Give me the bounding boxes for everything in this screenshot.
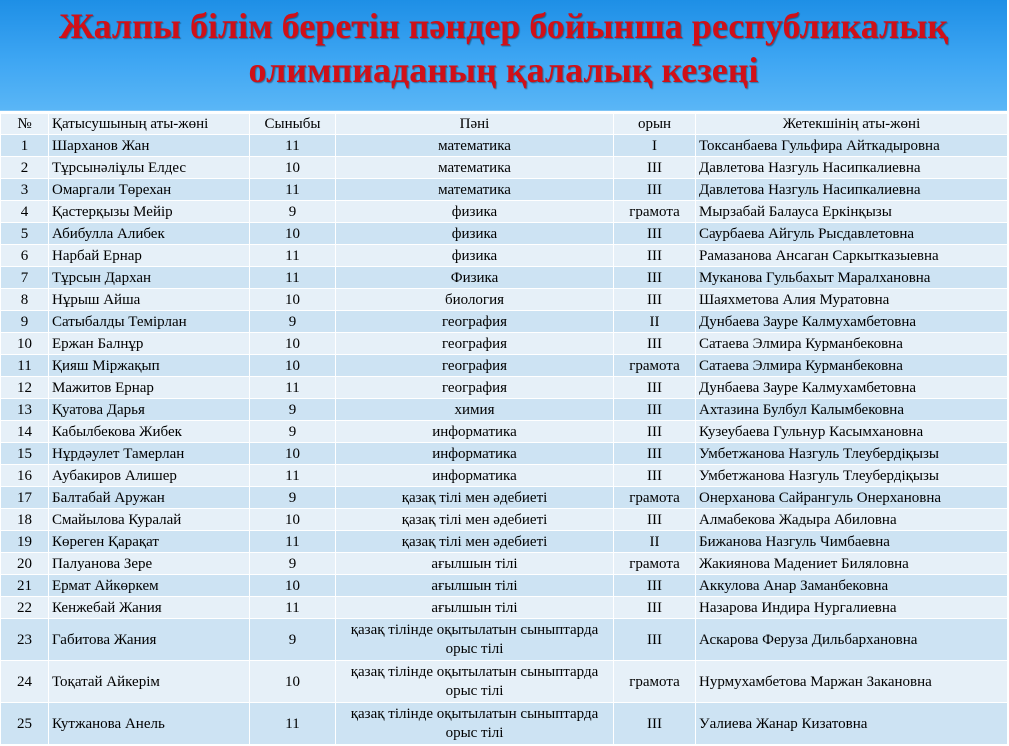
cell-place: III [614,421,696,443]
cell-place: I [614,135,696,157]
cell-subject: информатика [336,443,614,465]
cell-grade: 10 [250,157,336,179]
cell-row-number: 25 [1,703,49,745]
cell-subject: ағылшын тілі [336,553,614,575]
cell-grade: 9 [250,487,336,509]
cell-row-number: 20 [1,553,49,575]
cell-subject: қазақ тілінде оқытылатын сыныптарда орыс тілі [336,661,614,703]
table-row [1,487,1008,509]
cell-subject: қазақ тілі мен әдебиеті [336,487,614,509]
cell-subject: химия [336,399,614,421]
cell-subject: математика [336,179,614,201]
cell-place: III [614,509,696,531]
cell-row-number: 12 [1,377,49,399]
cell-subject: ағылшын тілі [336,597,614,619]
cell-row-number: 10 [1,333,49,355]
cell-subject: физика [336,245,614,267]
table-row [1,399,1008,421]
cell-subject: математика [336,157,614,179]
table-body [1,135,1008,745]
table-row [1,333,1008,355]
cell-teacher-name: Давлетова Назгуль Насипкалиевна [696,157,1008,179]
cell-place: III [614,399,696,421]
table-row [1,377,1008,399]
cell-row-number: 17 [1,487,49,509]
table-row [1,661,1008,703]
cell-grade: 9 [250,201,336,223]
cell-participant-name: Аубакиров Алишер [49,465,250,487]
cell-teacher-name: Рамазанова Ансаган Саркытказыевна [696,245,1008,267]
table-row [1,465,1008,487]
cell-grade: 11 [250,135,336,157]
cell-row-number: 7 [1,267,49,289]
cell-place: III [614,245,696,267]
cell-place: грамота [614,487,696,509]
cell-grade: 11 [250,245,336,267]
cell-teacher-name: Умбетжанова Назгуль Тлеубердiқызы [696,465,1008,487]
table-header-row [1,114,1008,135]
cell-place: II [614,531,696,553]
cell-row-number: 2 [1,157,49,179]
cell-subject: биология [336,289,614,311]
cell-place: III [614,465,696,487]
cell-row-number: 11 [1,355,49,377]
cell-participant-name: Нұрыш Айша [49,289,250,311]
cell-place: II [614,311,696,333]
title-line-2: олимпиаданың қалалық кезеңі [248,50,759,90]
cell-grade: 10 [250,223,336,245]
cell-grade: 9 [250,399,336,421]
table-row [1,421,1008,443]
table-row [1,289,1008,311]
column-header-participant: Қатысушының аты-жөні [49,114,250,135]
cell-place: III [614,575,696,597]
title-banner [0,0,1007,111]
cell-row-number: 6 [1,245,49,267]
cell-grade: 10 [250,575,336,597]
table-row [1,267,1008,289]
table-row [1,703,1008,745]
cell-teacher-name: Шаяхметова Алия Муратовна [696,289,1008,311]
cell-teacher-name: Муканова Гульбахыт Маралхановна [696,267,1008,289]
cell-place: III [614,703,696,745]
cell-grade: 11 [250,531,336,553]
cell-row-number: 23 [1,619,49,661]
column-header-subject: Пәні [336,114,614,135]
title-line-1: Жалпы білім беретін пәндер бойынша республикалық [58,6,949,46]
cell-grade: 9 [250,619,336,661]
cell-place: грамота [614,553,696,575]
cell-participant-name: Қуатова Дарья [49,399,250,421]
cell-row-number: 3 [1,179,49,201]
table-row [1,619,1008,661]
table-row [1,553,1008,575]
cell-grade: 11 [250,465,336,487]
cell-teacher-name: Кузеубаева Гульнур Касымхановна [696,421,1008,443]
cell-subject: ағылшын тілі [336,575,614,597]
cell-teacher-name: Токсанбаева Гульфира Айткадыровна [696,135,1008,157]
cell-participant-name: Қастерқызы Мейір [49,201,250,223]
cell-place: III [614,157,696,179]
cell-participant-name: Балтабай Аружан [49,487,250,509]
cell-grade: 11 [250,267,336,289]
cell-grade: 10 [250,443,336,465]
table-row [1,575,1008,597]
cell-participant-name: Кенжебай Жания [49,597,250,619]
results-table [0,113,1008,745]
table-row [1,597,1008,619]
cell-place: III [614,223,696,245]
cell-row-number: 15 [1,443,49,465]
cell-place: III [614,179,696,201]
table-row [1,135,1008,157]
column-header-number: № [1,114,49,135]
table-row [1,531,1008,553]
cell-participant-name: Қияш Міржақып [49,355,250,377]
cell-subject: қазақ тілі мен әдебиеті [336,509,614,531]
cell-participant-name: Мажитов Ернар [49,377,250,399]
table-row [1,355,1008,377]
cell-row-number: 16 [1,465,49,487]
cell-row-number: 1 [1,135,49,157]
cell-place: грамота [614,201,696,223]
cell-teacher-name: Дунбаева Зауре Калмухамбетовна [696,311,1008,333]
cell-participant-name: Сатыбалды Темірлан [49,311,250,333]
cell-teacher-name: Назарова Индира Нургалиевна [696,597,1008,619]
cell-row-number: 18 [1,509,49,531]
cell-subject: информатика [336,421,614,443]
cell-participant-name: Тұрсын Дархан [49,267,250,289]
column-header-teacher: Жетекшінің аты-жөні [696,114,1008,135]
cell-row-number: 5 [1,223,49,245]
cell-row-number: 21 [1,575,49,597]
cell-participant-name: Тоқатай Айкерім [49,661,250,703]
cell-grade: 9 [250,421,336,443]
cell-place: III [614,619,696,661]
cell-participant-name: Тұрсынәліұлы Елдес [49,157,250,179]
cell-subject: қазақ тілінде оқытылатын сыныптарда орыс тілі [336,703,614,745]
cell-subject: география [336,377,614,399]
cell-teacher-name: Аккулова Анар Заманбековна [696,575,1008,597]
cell-teacher-name: Сатаева Элмира Курманбековна [696,333,1008,355]
cell-participant-name: Нарбай Ернар [49,245,250,267]
cell-place: грамота [614,355,696,377]
cell-participant-name: Кутжанова Анель [49,703,250,745]
cell-participant-name: Нұрдәулет Тамерлан [49,443,250,465]
table-row [1,509,1008,531]
cell-teacher-name: Умбетжанова Назгуль Тлеубердiқызы [696,443,1008,465]
cell-teacher-name: Дунбаева Зауре Калмухамбетовна [696,377,1008,399]
column-header-place: орын [614,114,696,135]
cell-grade: 10 [250,333,336,355]
table-row [1,201,1008,223]
cell-place: грамота [614,661,696,703]
cell-grade: 10 [250,509,336,531]
cell-row-number: 24 [1,661,49,703]
cell-participant-name: Шарханов Жан [49,135,250,157]
cell-teacher-name: Сатаева Элмира Курманбековна [696,355,1008,377]
cell-row-number: 22 [1,597,49,619]
cell-participant-name: Смайылова Куралай [49,509,250,531]
cell-place: III [614,377,696,399]
cell-subject: қазақ тілі мен әдебиеті [336,531,614,553]
cell-participant-name: Көреген Қарақат [49,531,250,553]
cell-teacher-name: Жакиянова Мадениет Биляловна [696,553,1008,575]
cell-participant-name: Абибулла Алибек [49,223,250,245]
cell-teacher-name: Алмабекова Жадыра Абиловна [696,509,1008,531]
cell-subject: қазақ тілінде оқытылатын сыныптарда орыс тілі [336,619,614,661]
cell-teacher-name: Уалиева Жанар Кизатовна [696,703,1008,745]
cell-subject: физика [336,201,614,223]
cell-grade: 11 [250,597,336,619]
cell-teacher-name: Онерханова Сайрангуль Онерхановна [696,487,1008,509]
cell-subject: география [336,355,614,377]
cell-place: III [614,289,696,311]
page-title [0,4,1007,92]
cell-teacher-name: Саурбаева Айгуль Рысдавлетовна [696,223,1008,245]
cell-place: III [614,267,696,289]
cell-subject: физика [336,223,614,245]
table-row [1,179,1008,201]
cell-subject: география [336,333,614,355]
cell-participant-name: Кабылбекова Жибек [49,421,250,443]
cell-row-number: 9 [1,311,49,333]
cell-participant-name: Палуанова Зере [49,553,250,575]
cell-participant-name: Ермат Айкөркем [49,575,250,597]
cell-teacher-name: Аскарова Феруза Дильбархановна [696,619,1008,661]
cell-teacher-name: Мырзабай Балауса Еркінқызы [696,201,1008,223]
cell-grade: 11 [250,179,336,201]
cell-row-number: 8 [1,289,49,311]
table-row [1,311,1008,333]
cell-subject: Физика [336,267,614,289]
cell-participant-name: Габитова Жания [49,619,250,661]
cell-teacher-name: Ахтазина Булбул Калымбековна [696,399,1008,421]
cell-row-number: 13 [1,399,49,421]
cell-grade: 9 [250,311,336,333]
cell-grade: 10 [250,661,336,703]
table-row [1,223,1008,245]
cell-grade: 11 [250,377,336,399]
cell-place: III [614,597,696,619]
cell-participant-name: Омаргали Төрехан [49,179,250,201]
cell-grade: 11 [250,703,336,745]
column-header-grade: Сыныбы [250,114,336,135]
cell-grade: 10 [250,289,336,311]
cell-grade: 10 [250,355,336,377]
cell-teacher-name: Бижанова Назгуль Чимбаевна [696,531,1008,553]
table-row [1,245,1008,267]
cell-place: III [614,443,696,465]
cell-subject: география [336,311,614,333]
cell-participant-name: Ержан Балнұр [49,333,250,355]
cell-teacher-name: Давлетова Назгуль Насипкалиевна [696,179,1008,201]
cell-subject: математика [336,135,614,157]
cell-subject: информатика [336,465,614,487]
table-row [1,443,1008,465]
cell-teacher-name: Нурмухамбетова Маржан Закановна [696,661,1008,703]
cell-row-number: 19 [1,531,49,553]
cell-row-number: 14 [1,421,49,443]
cell-row-number: 4 [1,201,49,223]
cell-place: III [614,333,696,355]
table-row [1,157,1008,179]
cell-grade: 9 [250,553,336,575]
